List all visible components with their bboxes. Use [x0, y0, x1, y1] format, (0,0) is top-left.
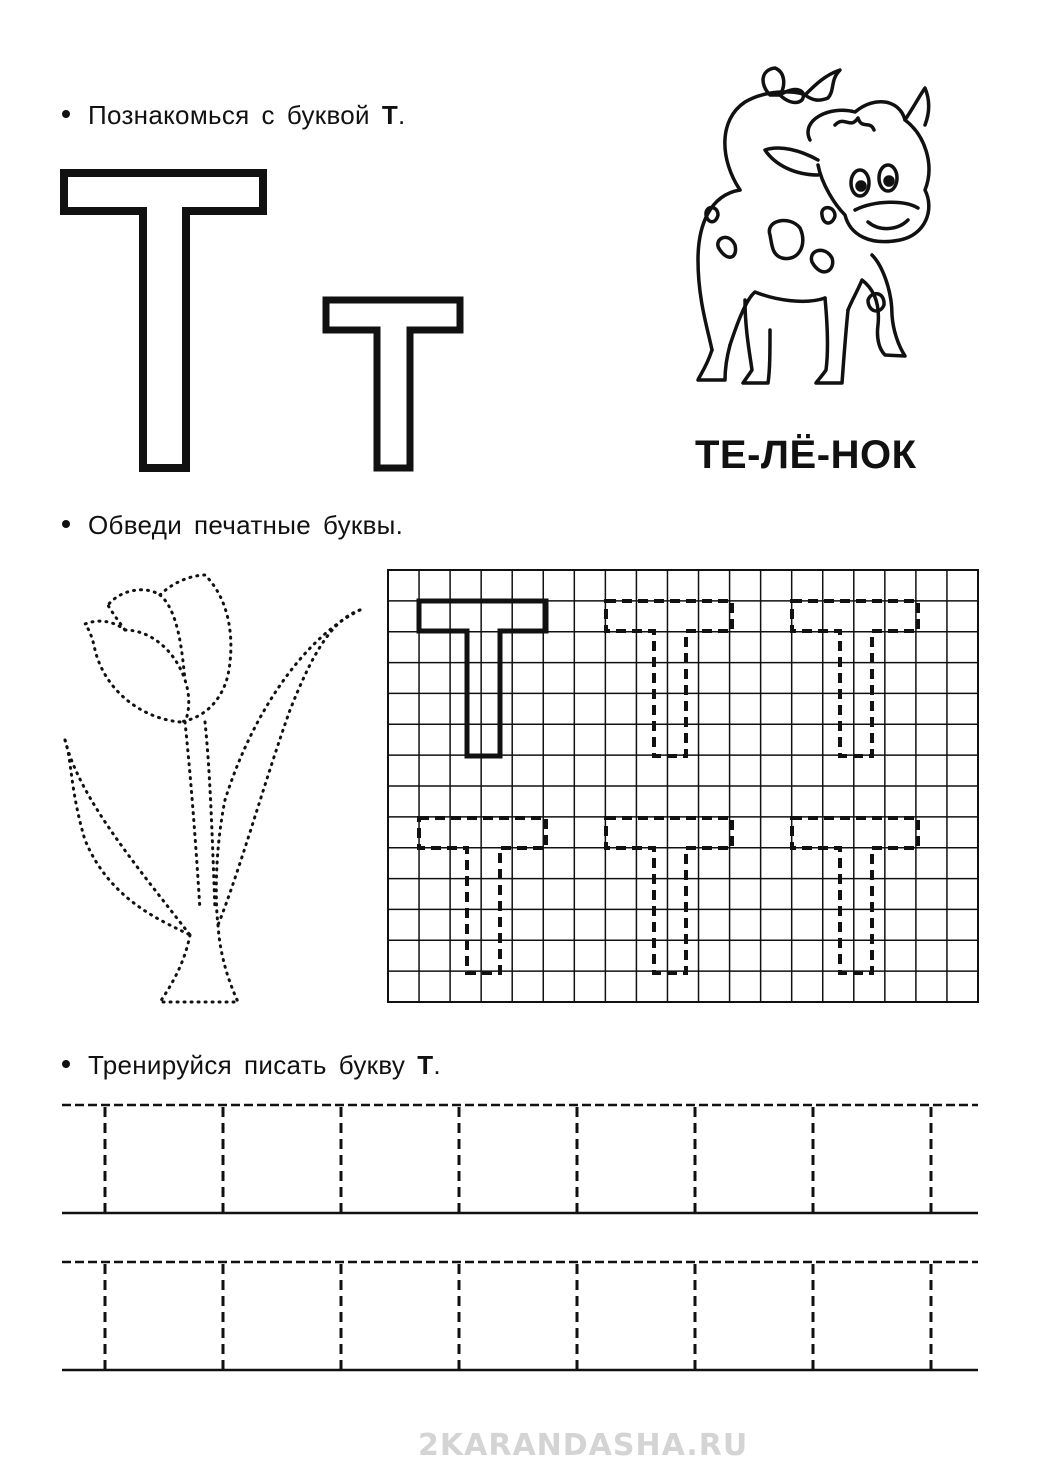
instruction-trace: Обведи печатные буквы.	[62, 510, 403, 541]
instruction-intro: Познакомься с буквой Т.	[62, 100, 406, 131]
watermark: 2KARANDASHA.RU	[418, 1428, 749, 1463]
instruction-practice: Тренируйся писать букву Т.	[62, 1050, 441, 1081]
picture-word: ТЕ-ЛЁ-НОК	[695, 433, 917, 477]
